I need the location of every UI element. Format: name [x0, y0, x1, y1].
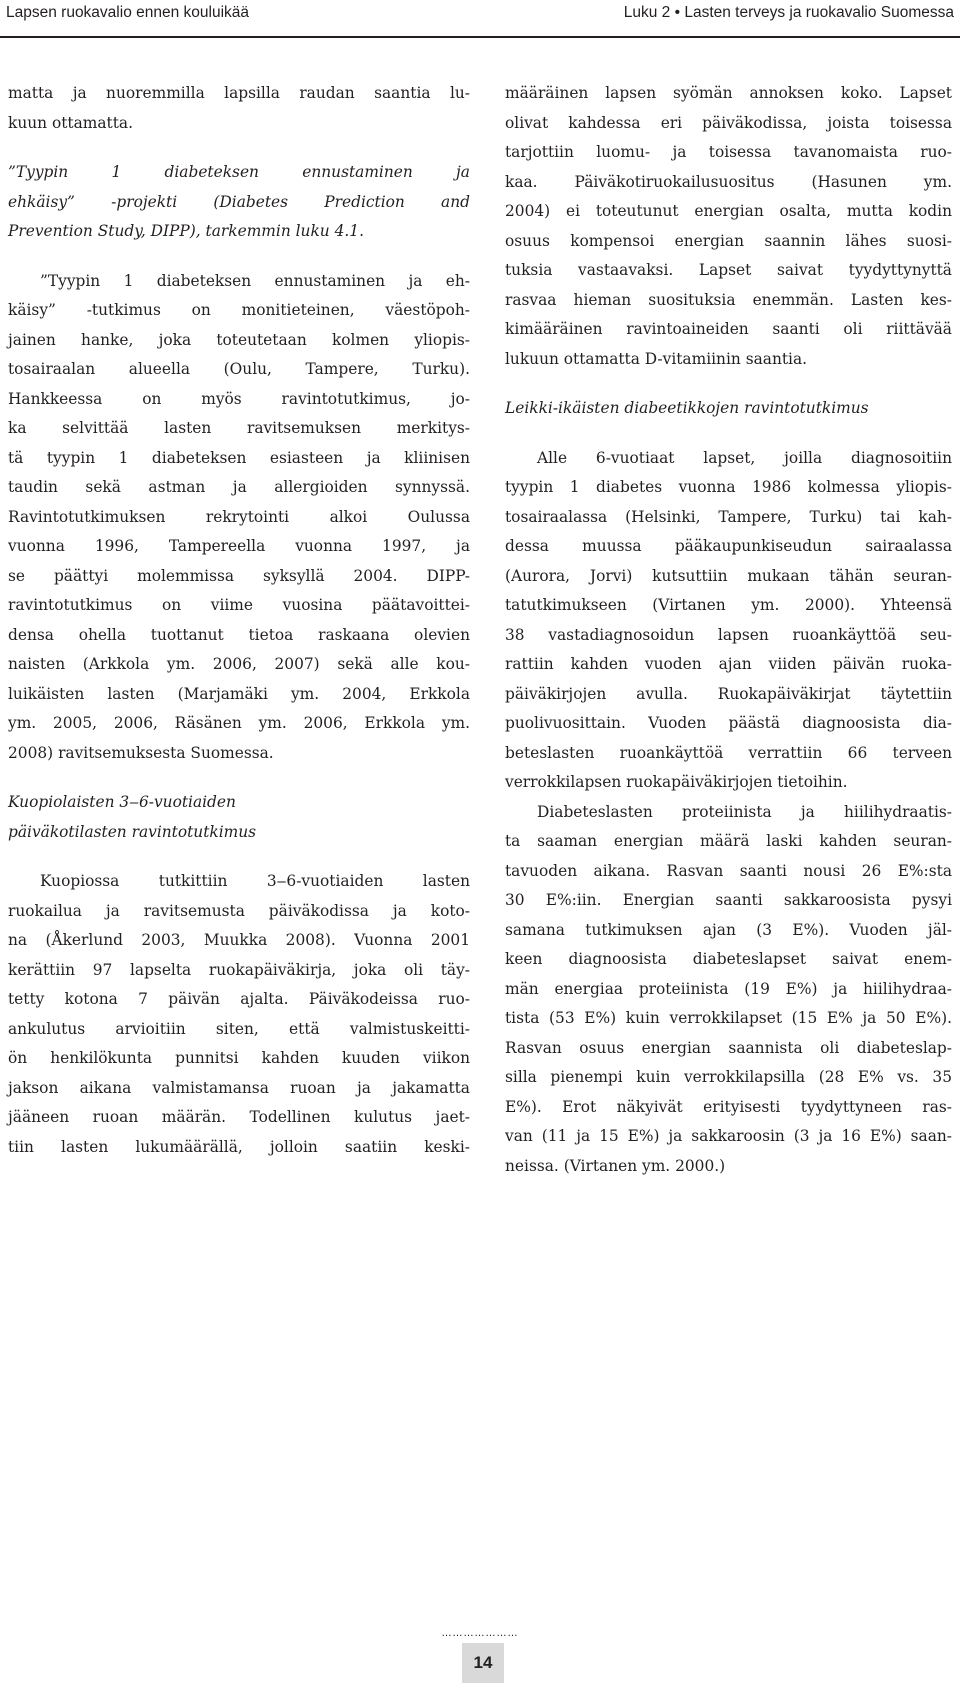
text-line: Prevention Study, DIPP), tarkemmin luku 4.1. [8, 222, 364, 240]
text-line: ”Tyypin 1 diabeteksen ennustaminen ja eh- [40, 271, 470, 290]
text-line: päiväkirjojen avulla. Ruokapäiväkirjat täytettiin [505, 684, 952, 703]
text-line: Kuopiolaisten 3‒6-vuotiaiden [8, 793, 236, 811]
text-line: Kuopiossa tutkittiin 3‒6-vuotiaiden lasten [40, 872, 470, 890]
text-line: Diabeteslasten proteiinista ja hiilihydraatis- [537, 802, 952, 821]
kuopio-paragraph-continued [505, 79, 952, 374]
page-number: 14 [462, 1643, 504, 1683]
text-line: ravintotutkimus on viime vuosina päätavoittei- [8, 596, 470, 614]
text-line: luikäisten lasten (Marjamäki ym. 2004, Erkkola [8, 684, 470, 703]
header-rule [0, 36, 960, 38]
text-line: jainen hanke, joka toteutetaan kolmen yliopis- [8, 330, 470, 349]
text-line: tetty kotona 7 päivän ajalta. Päiväkodeissa ruo- [8, 990, 470, 1008]
text-line: lukuun ottamatta D-vitamiinin saantia. [505, 349, 808, 368]
text-line: ”Tyypin 1 diabeteksen ennustaminen ja [8, 163, 470, 181]
text-line: vuonna 1996, Tampereella vuonna 1997, ja [8, 537, 470, 555]
text-line: densa ohella tuottanut tietoa raskaana olevien [8, 625, 470, 644]
text-line: van (11 ja 15 E%) ja sakkaroosin (3 ja 16 E%) saan- [505, 1127, 952, 1145]
text-line: (Aurora, Jorvi) kutsuttiin mukaan tähän seuran- [505, 566, 952, 585]
text-line: jääneen ruoan määrän. Todellinen kulutus jaet- [8, 1108, 470, 1126]
text-line: se päättyi molemmissa syksyllä 2004. DIPP- [8, 566, 470, 585]
kuopio-heading [8, 788, 470, 847]
running-header-left: Lapsen ruokavalio ennen kouluikää [6, 4, 250, 21]
text-line: olivat kahdessa eri päiväkodissa, joista toisessa [505, 113, 952, 132]
intro-paragraph [8, 79, 470, 138]
text-line: ka selvittää lasten ravitsemuksen merkitys- [8, 419, 470, 437]
text-line: tosairaalan alueella (Oulu, Tampere, Turku). [8, 360, 470, 378]
text-line: puolivuosittain. Vuoden päästä diagnoosista dia- [505, 714, 952, 732]
text-line: ehkäisy” -projekti (Diabetes Prediction and [8, 192, 470, 211]
text-line: keen diagnoosista diabeteslapset saivat enem- [505, 950, 952, 968]
text-line: beteslasten ruoankäyttöä verrattiin 66 terveen [505, 743, 952, 762]
text-line: tista (53 E%) kuin verrokkilapset (15 E% ja 50 E%). [505, 1009, 952, 1027]
text-line: rasvaa hieman suosituksia enemmän. Lasten kes- [505, 290, 952, 309]
text-line: rattiin kahden vuoden ajan viiden päivän ruoka- [505, 655, 952, 673]
text-line: Alle 6-vuotiaat lapset, joilla diagnosoitiin [537, 448, 952, 467]
footer-dots: ………………… [441, 1628, 519, 1639]
text-line: 30 E%:iin. Energian saanti sakkaroosista pysyi [505, 891, 952, 909]
dipp-note [8, 158, 470, 247]
text-line: Rasvan osuus energian saannista oli diabeteslap- [505, 1038, 952, 1057]
kuopio-paragraph [8, 867, 470, 1162]
running-header-right: Luku 2 • Lasten terveys ja ruokavalio Suomessa [623, 4, 954, 21]
text-line: tosairaalassa (Helsinki, Tampere, Turku) tai kah- [505, 507, 952, 526]
text-line: Hankkeessa on myös ravintotutkimus, jo- [8, 389, 470, 408]
right-column [505, 79, 952, 1181]
text-line: matta ja nuoremmilla lapsilla raudan saantia lu- [8, 84, 470, 102]
text-line: samana tutkimuksen ajan (3 E%). Vuoden jäl- [505, 920, 952, 939]
text-line: neissa. (Virtanen ym. 2000.) [505, 1156, 726, 1175]
text-line: tarjottiin luomu- ja toisessa tavanomaista ruo- [505, 143, 952, 161]
leikki-heading [505, 394, 952, 424]
text-line: tuksia vastaavaksi. Lapset saivat tyydyttynyttä [505, 261, 952, 279]
text-line: Ravintotutkimuksen rekrytointi alkoi Oulussa [8, 507, 470, 526]
leikki-paragraph-1 [505, 444, 952, 798]
text-line: tyypin 1 diabetes vuonna 1986 kolmessa yliopis- [505, 478, 952, 496]
text-line: käisy” -tutkimus on monitieteinen, väestöpoh- [8, 301, 470, 319]
text-line: määräinen lapsen syömän annoksen koko. Lapset [505, 84, 952, 102]
text-line: na (Åkerlund 2003, Muukka 2008). Vuonna 2001 [8, 931, 470, 949]
text-line: naisten (Arkkola ym. 2006, 2007) sekä alle kou- [8, 655, 470, 673]
text-line: ym. 2005, 2006, Räsänen ym. 2006, Erkkola ym. [8, 714, 470, 732]
leikki-heading-text: Leikki-ikäisten diabeetikkojen ravintotutkimus [505, 399, 869, 417]
leikki-paragraph-2 [505, 798, 952, 1182]
text-line: män energiaa proteiinista (19 E%) ja hiilihydraa- [505, 979, 952, 998]
text-line: dessa muussa pääkaupunkiseudun sairaalassa [505, 537, 952, 555]
text-line: tä tyypin 1 diabeteksen esiasteen ja kliinisen [8, 448, 470, 467]
text-line: kerättiin 97 lapselta ruokapäiväkirja, joka oli täy- [8, 960, 470, 979]
text-line: päiväkotilasten ravintotutkimus [8, 822, 257, 841]
text-line: tiin lasten lukumäärällä, jolloin saatiin keski- [8, 1137, 470, 1156]
text-line: osuus kompensoi energian saannin lähes suosi- [505, 231, 952, 250]
text-line: 2004) ei toteutunut energian osalta, mutta kodin [505, 202, 952, 220]
text-line: taudin sekä astman ja allergioiden synnyssä. [8, 478, 470, 496]
text-line: E%). Erot näkyivät erityisesti tyydyttyneen ras- [505, 1097, 952, 1116]
text-line: ta saaman energian määrä laski kahden seuran- [505, 832, 952, 850]
left-column [8, 79, 470, 1162]
text-line: 2008) ravitsemuksesta Suomessa. [8, 743, 274, 762]
text-line: kimääräinen ravintoaineiden saanti oli riittävää [505, 320, 952, 338]
running-header [0, 0, 960, 28]
text-line: ruokailua ja ravitsemusta päiväkodissa ja koto- [8, 901, 470, 920]
text-line: kuun ottamatta. [8, 113, 133, 132]
text-line: silla pienempi kuin verrokkilapsilla (28 E% vs. 35 [505, 1068, 952, 1086]
text-line: kaa. Päiväkotiruokailusuositus (Hasunen ym. [505, 172, 952, 191]
text-line: jakson aikana valmistamansa ruoan ja jakamatta [8, 1078, 470, 1097]
text-line: ankulutus arvioitiin siten, että valmistuskeitti- [8, 1019, 470, 1038]
text-line: 38 vastadiagnosoidun lapsen ruoankäyttöä seu- [505, 625, 952, 644]
text-line: tavuoden aikana. Rasvan saanti nousi 26 E%:sta [505, 861, 952, 880]
text-line: verrokkilapsen ruokapäiväkirjojen tietoihin. [505, 773, 848, 791]
text-line: tatutkimukseen (Virtanen ym. 2000). Yhteensä [505, 596, 952, 614]
text-line: ön henkilökunta punnitsi kahden kuuden viikon [8, 1049, 470, 1067]
dipp-paragraph [8, 267, 470, 769]
